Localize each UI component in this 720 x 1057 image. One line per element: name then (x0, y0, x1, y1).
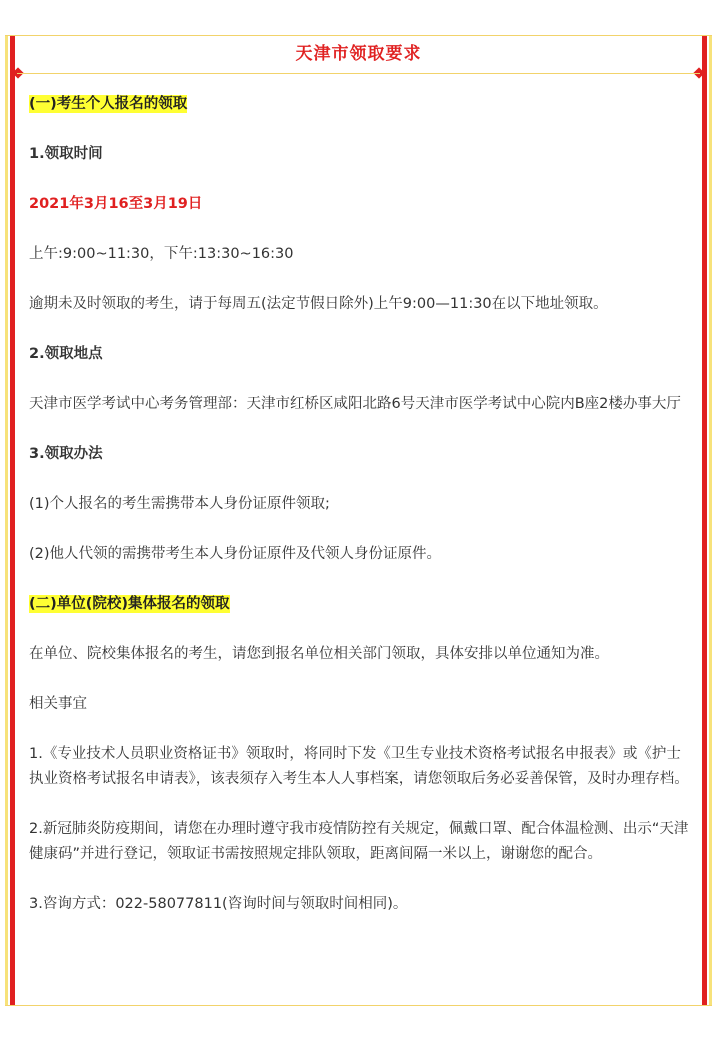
notice-card (5, 35, 712, 1006)
left-decorative-border (5, 36, 17, 1005)
method-item-2: (2)他人代领的需携带考生本人身份证原件及代领人身份证原件。 (29, 546, 442, 562)
collection-dates: 2021年3月16至3月19日 (29, 196, 203, 212)
late-collection-note: 逾期未及时领取的考生，请于每周五(法定节假日除外)上午9:00—11:30在以下地址领取。 (29, 296, 608, 312)
collection-place: 天津市医学考试中心考务管理部：天津市红桥区咸阳北路6号天津市医学考试中心院内B座2楼办事大厅 (29, 396, 681, 412)
related-item-2: 2.新冠肺炎防疫期间，请您在办理时遵守我市疫情防控有关规定，佩戴口罩、配合体温检测、出示“天津健康码”并进行登记，领取证书需按照规定排队领取，距离间隔一米以上，谢谢您的配合。 (29, 821, 689, 862)
section1-heading: (一)考生个人报名的领取 (29, 96, 188, 112)
collection-hours: 上午:9:00~11:30，下午:13:30~16:30 (29, 246, 294, 262)
related-item-1: 1.《专业技术人员职业资格证书》领取时，将同时下发《卫生专业技术资格考试报名申报表》或《护士执业资格考试报名申请表》，该表须存入考生本人人事档案，请您领取后务必妥善保管，及时办理存档。 (29, 746, 689, 787)
section2-heading: (二)单位(院校)集体报名的领取 (29, 596, 230, 612)
page-title: 天津市领取要求 (17, 36, 700, 74)
time-heading: 1.领取时间 (29, 146, 103, 162)
method-heading: 3.领取办法 (29, 446, 103, 462)
place-heading: 2.领取地点 (29, 346, 103, 362)
right-decorative-border (700, 36, 712, 1005)
method-item-1: (1)个人报名的考生需携带本人身份证原件领取; (29, 496, 330, 512)
group-collection-text: 在单位、院校集体报名的考生，请您到报名单位相关部门领取，具体安排以单位通知为准。 (29, 646, 609, 662)
related-heading: 相关事宜 (29, 696, 87, 712)
related-item-3: 3.咨询方式：022-58077811(咨询时间与领取时间相同)。 (29, 896, 408, 912)
notice-content (29, 92, 690, 942)
